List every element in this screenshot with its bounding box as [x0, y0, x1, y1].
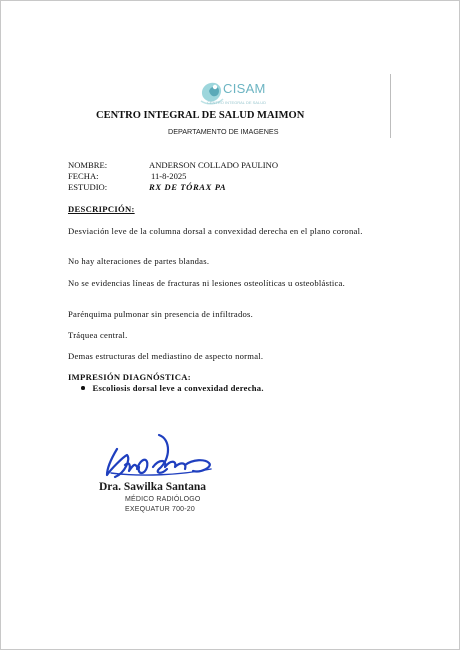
impression-heading: IMPRESIÓN DIAGNÓSTICA: [68, 372, 191, 382]
date-label: FECHA: [68, 171, 99, 181]
org-title: CENTRO INTEGRAL DE SALUD MAIMON [96, 110, 305, 121]
bullet-icon [81, 386, 85, 390]
handwritten-signature [101, 429, 216, 484]
signer-role: MÉDICO RADIÓLOGO [125, 496, 201, 503]
department-title: DEPARTAMENTO DE IMAGENES [168, 127, 279, 136]
study-label: ESTUDIO: [68, 182, 108, 192]
impression-item-text: Escoliosis dorsal leve a convexidad derecha. [92, 383, 264, 393]
description-paragraph: Desviación leve de la columna dorsal a convexidad derecha en el plano coronal. [68, 226, 363, 236]
description-paragraph: Tráquea central. [68, 330, 128, 340]
signer-license: EXEQUATUR 700-20 [125, 506, 195, 513]
study-value: RX DE TÓRAX PA [149, 182, 227, 192]
logo-text: CISAM [223, 81, 266, 96]
name-value: ANDERSON COLLADO PAULINO [149, 160, 279, 170]
logo-subtext: CENTRO INTEGRAL DE SALUD [207, 100, 266, 105]
header-divider [390, 74, 391, 138]
signer-name: Dra. Sawilka Santana [99, 481, 207, 493]
impression-item [81, 383, 264, 393]
description-paragraph: Demas estructuras del mediastino de aspecto normal. [68, 351, 264, 361]
name-label: NOMBRE: [68, 160, 108, 170]
description-paragraph: No hay alteraciones de partes blandas. [68, 256, 210, 266]
description-paragraph: No se evidencias líneas de fracturas ni lesiones osteolíticas u osteoblástica. [68, 278, 345, 288]
description-paragraph: Parénquima pulmonar sin presencia de infiltrados. [68, 309, 254, 319]
date-value: 11-8-2025 [151, 171, 187, 181]
description-heading: DESCRIPCIÓN: [68, 204, 135, 214]
